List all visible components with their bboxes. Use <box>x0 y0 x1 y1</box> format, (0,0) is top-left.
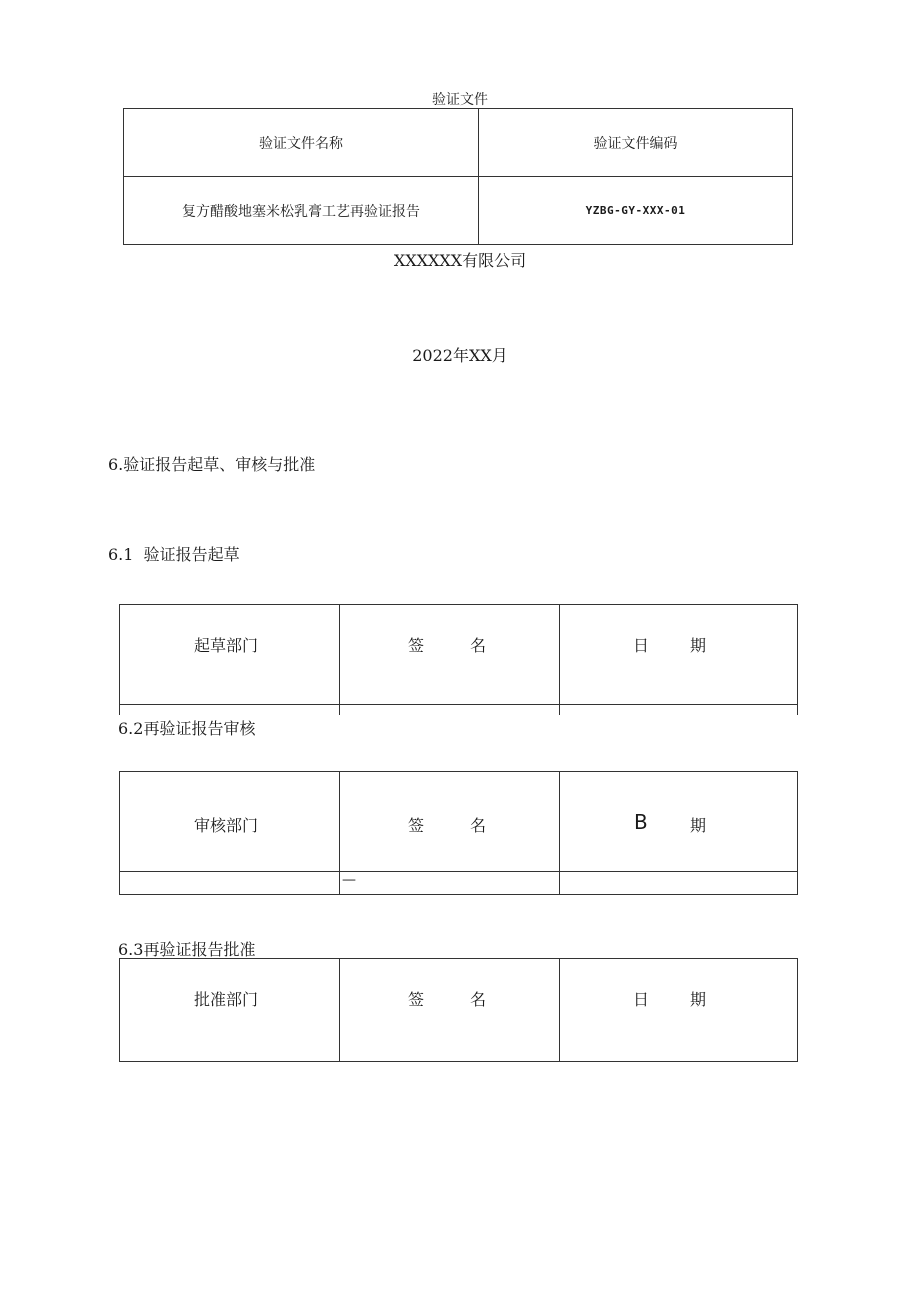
approval-signoff-table <box>119 958 798 1062</box>
document-heading: 验证文件 <box>432 92 488 108</box>
column-divider <box>559 605 560 715</box>
signature-header-char2: 名 <box>470 990 487 1009</box>
date-header-char1: 日 <box>633 990 650 1009</box>
dash-mark: — <box>342 872 356 888</box>
row-divider <box>120 704 797 705</box>
signature-header-char2: 名 <box>470 816 487 835</box>
drafting-dept-header: 起草部门 <box>194 636 259 655</box>
row-divider <box>120 871 797 872</box>
file-code-header: 验证文件编码 <box>479 109 793 177</box>
table-row <box>124 177 793 245</box>
date-header-char2: 期 <box>690 816 707 835</box>
signature-header-char1: 签 <box>408 990 425 1009</box>
file-name-header: 验证文件名称 <box>124 109 479 177</box>
approval-dept-header: 批准部门 <box>194 990 259 1009</box>
file-code-value: YZBG-GY-XXX-01 <box>479 177 793 245</box>
date-header-char1: 日 <box>633 636 650 655</box>
review-signoff-table <box>119 771 798 895</box>
review-dept-header: 审核部门 <box>194 816 259 835</box>
signature-header-char1: 签 <box>408 636 425 655</box>
section-6-2-title: 6.2再验证报告审核 <box>118 719 256 738</box>
column-divider <box>559 772 560 894</box>
signature-header-char2: 名 <box>470 636 487 655</box>
column-divider <box>339 772 340 894</box>
section-6-title: 6.验证报告起草、审核与批准 <box>108 455 316 474</box>
date-header-char2: 期 <box>690 636 707 655</box>
signature-header-char1: 签 <box>408 816 425 835</box>
section-6-3-title: 6.3再验证报告批准 <box>118 940 256 959</box>
column-divider <box>339 605 340 715</box>
file-name-value: 复方醋酸地塞米松乳膏工艺再验证报告 <box>124 177 479 245</box>
drafting-signoff-table <box>119 604 798 715</box>
company-name: XXXXXX有限公司 <box>393 251 527 270</box>
date-header-char1: B <box>634 810 648 834</box>
document-date: 2022年XX月 <box>412 346 508 365</box>
table-row <box>124 109 793 177</box>
column-divider <box>559 959 560 1061</box>
column-divider <box>339 959 340 1061</box>
file-info-table <box>123 108 793 245</box>
date-header-char2: 期 <box>690 990 707 1009</box>
section-6-1-title: 6.1 验证报告起草 <box>108 545 240 564</box>
